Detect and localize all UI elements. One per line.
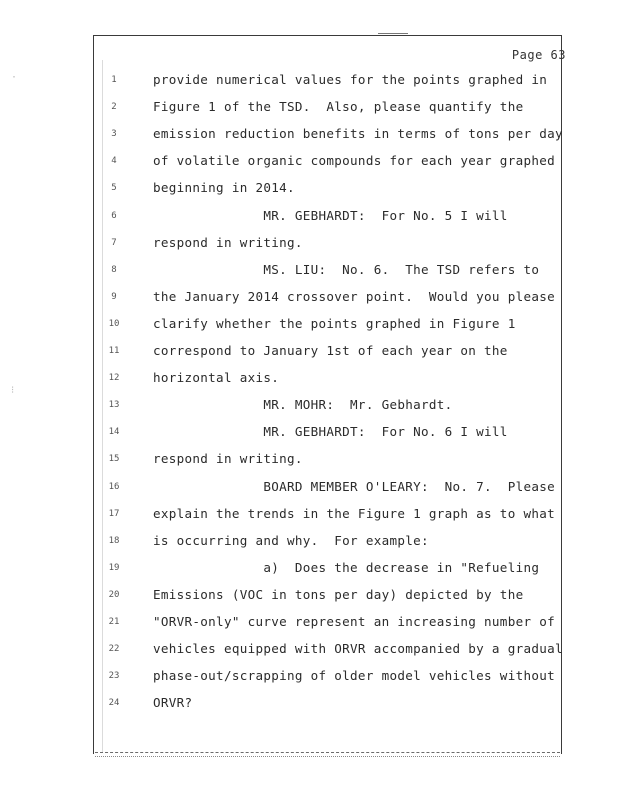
- transcript-line: [0, 289, 618, 309]
- line-text: respond in writing.: [153, 234, 303, 250]
- line-number: 23: [108, 671, 120, 682]
- line-text: MR. GEBHARDT: For No. 5 I will: [153, 207, 508, 223]
- line-text: Figure 1 of the TSD. Also, please quantify the: [153, 99, 524, 115]
- scan-artifact-mark: ⁝: [11, 385, 15, 396]
- transcript-line: [0, 533, 618, 553]
- transcript-line: [0, 614, 618, 634]
- top-edge-mark: [378, 33, 408, 34]
- bottom-rule-secondary: [95, 756, 560, 757]
- line-text: a) Does the decrease in "Refueling: [153, 559, 540, 575]
- transcript-line: [0, 451, 618, 471]
- line-number: 17: [108, 508, 120, 519]
- transcript-line: [0, 668, 618, 688]
- line-number: 24: [108, 698, 120, 709]
- line-number: 18: [108, 535, 120, 546]
- line-text: MS. LIU: No. 6. The TSD refers to: [153, 261, 540, 277]
- line-number: 3: [111, 129, 117, 140]
- line-number: 8: [111, 264, 117, 275]
- transcript-line: [0, 99, 618, 119]
- line-number: 5: [111, 183, 117, 194]
- transcript-line: [0, 343, 618, 363]
- line-text: clarify whether the points graphed in Figure 1: [153, 315, 516, 331]
- line-text: Emissions (VOC in tons per day) depicted by the: [153, 586, 524, 602]
- bottom-rule: [95, 752, 560, 753]
- transcript-line: [0, 72, 618, 92]
- transcript-line: [0, 506, 618, 526]
- transcript-line: [0, 641, 618, 661]
- line-number: 6: [111, 210, 117, 221]
- transcript-line: [0, 126, 618, 146]
- line-number: 15: [108, 454, 120, 465]
- transcript-line: [0, 695, 618, 715]
- line-text: correspond to January 1st of each year on the: [153, 343, 508, 358]
- transcript-line: [0, 424, 618, 444]
- line-number: 9: [111, 291, 117, 302]
- line-number: 21: [108, 617, 120, 627]
- line-number: 1: [111, 75, 117, 85]
- transcript-line: [0, 316, 618, 336]
- line-number: 19: [108, 562, 120, 573]
- transcript-line: [0, 370, 618, 390]
- line-text: ORVR?: [153, 695, 193, 711]
- line-number: 11: [108, 346, 120, 356]
- line-text: BOARD MEMBER O'LEARY: No. 7. Please: [153, 478, 555, 494]
- line-number: 4: [111, 156, 117, 167]
- transcript-line: [0, 587, 618, 607]
- transcript-line: [0, 262, 618, 282]
- line-text: "ORVR-only" curve represent an increasing number of: [153, 614, 555, 629]
- line-text: is occurring and why. For example:: [153, 532, 429, 548]
- transcript-line: [0, 180, 618, 200]
- scan-artifact-mark: ·: [11, 72, 18, 83]
- transcript-line: [0, 235, 618, 255]
- line-number: 2: [111, 102, 117, 113]
- line-number: 14: [108, 427, 120, 438]
- line-text: emission reduction benefits in terms of tons per day: [153, 126, 563, 142]
- line-number: 22: [108, 644, 120, 655]
- line-text: explain the trends in the Figure 1 graph as to what: [153, 505, 555, 521]
- line-number: 10: [108, 318, 120, 329]
- transcript-line: [0, 208, 618, 228]
- transcript-line: [0, 397, 618, 417]
- line-number: 13: [108, 400, 120, 411]
- line-text: beginning in 2014.: [153, 180, 295, 196]
- line-text: of volatile organic compounds for each year graphed: [153, 153, 555, 169]
- line-text: MR. GEBHARDT: For No. 6 I will: [153, 424, 508, 440]
- line-text: vehicles equipped with ORVR accompanied by a gradual: [153, 641, 563, 657]
- line-number: 12: [108, 373, 120, 384]
- line-number: 16: [108, 481, 120, 492]
- page-number: Page 63: [511, 48, 566, 62]
- line-text: phase-out/scrapping of older model vehicles without: [153, 668, 555, 684]
- line-text: the January 2014 crossover point. Would you please: [153, 288, 555, 304]
- transcript-line: [0, 479, 618, 499]
- line-text: respond in writing.: [153, 451, 303, 467]
- line-number: 7: [111, 237, 117, 248]
- line-number: 20: [108, 589, 120, 600]
- line-text: MR. MOHR: Mr. Gebhardt.: [153, 397, 453, 413]
- line-text: provide numerical values for the points graphed in: [153, 72, 548, 87]
- line-text: horizontal axis.: [153, 370, 280, 386]
- transcript-line: [0, 153, 618, 173]
- transcript-line: [0, 560, 618, 580]
